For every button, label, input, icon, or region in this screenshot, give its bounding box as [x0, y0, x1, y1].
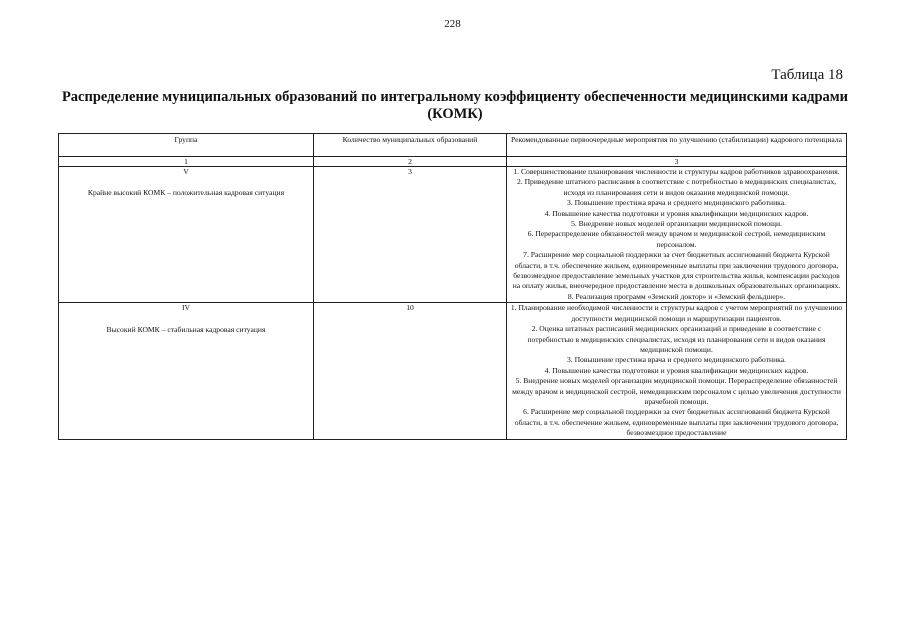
measure-item: 5. Внедрение новых моделей организации медицинской помощи. Перераспределение обязанностей между врачом и медицинской сестрой, немедицинским персоналом с целью увеличения доступности врачебной помощи. [512, 376, 841, 406]
measure-item: 4. Повышение качества подготовки и уровня квалификации медицинских кадров. [544, 208, 809, 218]
table-label: Таблица 18 [771, 67, 843, 83]
table-row-group-iv [59, 303, 847, 439]
page-number: 228 [444, 18, 461, 30]
header-measures: Рекомендованные первоочередные мероприятия по улучшению (стабилизации) кадрового потенциала [507, 134, 847, 157]
column-number-2: 2 [314, 157, 507, 167]
count-cell-v: 3 [314, 167, 507, 303]
measure-item: 4. Повышение качества подготовки и уровня квалификации медицинских кадров. [544, 365, 809, 375]
table-header-row [59, 134, 847, 157]
measure-item: 6. Перераспределение обязанностей между врачом и медицинской сестрой, немедицинским персоналом. [527, 229, 826, 249]
measures-cell-v [507, 167, 847, 303]
group-cell-iv [59, 303, 314, 439]
count-cell-iv: 10 [314, 303, 507, 439]
table-row-group-v [59, 167, 847, 303]
group-description-v: Крайне высокий КОМК – положительная кадровая ситуация [87, 188, 285, 198]
measure-item: 2. Приведение штатного расписания в соответствие с потребностью в медицинских специалистах, исходя из планирования сети и видов оказания медицинской помощи. [516, 177, 837, 197]
document-title: Распределение муниципальных образований по интегральному коэффициенту обеспеченности медицинскими кадрами (КОМК) [61, 89, 849, 122]
column-number-3: 3 [507, 157, 847, 167]
measures-cell-iv [507, 303, 847, 439]
measure-item: 2. Оценка штатных расписаний медицинских организаций и приведение в соответствие с потребностью в медицинских специалистах, исходя из планирования сети и видов оказания медицинской помощи. [527, 324, 826, 354]
column-number-row [59, 157, 847, 167]
komk-table [58, 133, 847, 440]
measure-item: 7. Расширение мер социальной поддержки за счет бюджетных ассигнований бюджета Курской области, в т.ч. обеспечение жильем, единовременные выплаты при заключении трудового договора, безвозмездное предоставление земельных участков для строительства жилья, компенсации расходов на оплату жилья, внеочередное предоставление места в дошкольных образовательных организациях. [512, 250, 841, 291]
measure-item: 5. Внедрение новых моделей организации медицинской помощи. [571, 219, 782, 229]
page-bottom-margin [0, 549, 905, 640]
measure-item: 1. Совершенствование планирования численности и структуры кадров работников здравоохранения. [513, 167, 840, 176]
group-description-iv: Высокий КОМК – стабильная кадровая ситуация [106, 324, 266, 334]
group-cell-v [59, 167, 314, 303]
header-count: Количество муниципальных образований [314, 134, 507, 157]
measure-item: 3. Повышение престижа врача и среднего медицинского работника. [566, 198, 787, 208]
measure-item: 1. Планирование необходимой численности и структуры кадров с учетом мероприятий по улучшению доступности медицинской помощи и маршрутизации пациентов. [510, 303, 843, 323]
measure-item: 3. Повышение престижа врача и среднего медицинского работника. [566, 355, 787, 365]
measure-item: 8. Реализация программ «Земский доктор» и «Земский фельдшер». [567, 291, 786, 301]
header-group: Группа [59, 134, 314, 157]
measure-item: 6. Расширение мер социальной поддержки за счет бюджетных ассигнований бюджета Курской области, в т.ч. обеспечение жильем, единовременные выплаты при заключении трудового договора, безвозмездное предоставление [514, 407, 839, 438]
group-roman-v: V [183, 167, 189, 176]
group-roman-iv: IV [181, 303, 190, 313]
column-number-1: 1 [59, 157, 314, 167]
